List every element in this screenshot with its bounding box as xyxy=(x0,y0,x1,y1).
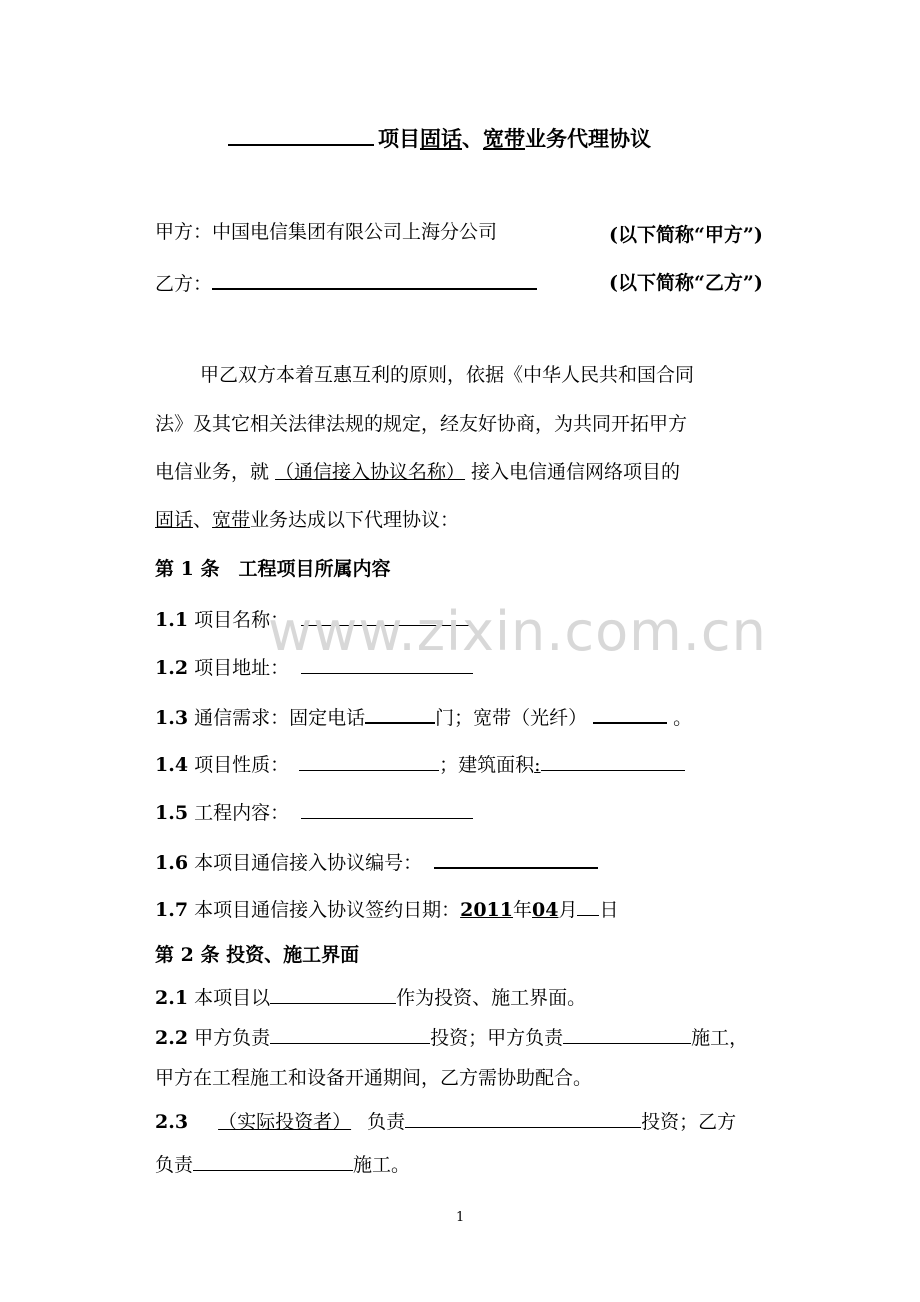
sign-month: 04 xyxy=(532,899,559,921)
item-1-6: 1.6 本项目通信接入协议编号： xyxy=(155,847,598,875)
item-2-1: 2.1 本项目以 作为投资、施工界面。 xyxy=(155,983,586,1010)
intro-line-3: 电信业务，就 （通信接入协议名称） 接入电信通信网络项目的 xyxy=(155,461,681,483)
party-b-construction-blank xyxy=(193,1150,353,1171)
watermark: www.zixin.com.cn xyxy=(268,600,767,663)
party-a-construction-blank xyxy=(563,1023,691,1044)
party-a-name: 中国电信集团有限公司上海分公司 xyxy=(212,221,498,243)
intro-line-2: 法》及其它相关法律法规的规定，经友好协商，为共同开拓甲方 xyxy=(155,413,688,435)
item-1-1: 1.1 项目名称： xyxy=(155,605,473,632)
party-b-blank xyxy=(212,268,537,290)
item-1-7: 1.7 本项目通信接入协议签约日期：2011年04月 日 xyxy=(155,895,619,922)
item-1-2: 1.2 项目地址： xyxy=(155,653,473,680)
item-2-2-line-2: 甲方在工程施工和设备开通期间，乙方需协助配合。 xyxy=(155,1067,593,1089)
project-nature-blank xyxy=(299,750,439,771)
item-1-3: 1.3 通信需求：固定电话 门；宽带（光纤） 。 xyxy=(155,702,692,730)
party-b-line: 乙方： xyxy=(155,268,537,296)
article-2-heading: 第 2 条 投资、施工界面 xyxy=(155,944,360,966)
sign-day-blank xyxy=(577,895,599,916)
item-2-2: 2.2 甲方负责 投资；甲方负责 施工， xyxy=(155,1023,748,1050)
document-title: 项目固话、宽带业务代理协议 xyxy=(228,122,651,153)
party-a-investment-blank xyxy=(270,1023,430,1044)
party-a-note: (以下简称“甲方”) xyxy=(609,224,763,246)
actual-investor-field: （实际投资者） xyxy=(218,1111,352,1133)
agreement-name-field: （通信接入协议名称） xyxy=(275,461,466,483)
broadband-count-blank xyxy=(593,702,667,724)
investment-scope-blank xyxy=(405,1107,641,1128)
party-b-note: (以下简称“乙方”) xyxy=(609,272,763,294)
party-a-line: 甲方：中国电信集团有限公司上海分公司 xyxy=(155,221,498,243)
page-number: 1 xyxy=(456,1210,465,1225)
interface-blank xyxy=(270,983,396,1004)
sign-year: 2011 xyxy=(460,899,513,921)
item-1-4: 1.4 项目性质： ；建筑面积: xyxy=(155,750,685,777)
intro-line-4: 固话、宽带业务达成以下代理协议： xyxy=(155,509,460,531)
building-area-blank xyxy=(541,750,685,771)
fixed-line-count-blank xyxy=(365,702,435,724)
item-2-3: 2.3 （实际投资者） 负责 投资；乙方 xyxy=(155,1107,736,1134)
article-1-heading: 第 1 条 工程项目所属内容 xyxy=(155,558,391,580)
item-2-3-line-2: 负责 施工。 xyxy=(155,1150,410,1177)
intro-line-1: 甲乙双方本着互惠互利的原则，依据《中华人民共和国合同 xyxy=(200,364,695,386)
title-blank xyxy=(228,122,374,146)
work-content-blank xyxy=(301,798,473,819)
agreement-number-blank xyxy=(434,847,598,869)
item-1-5: 1.5 工程内容： xyxy=(155,798,473,825)
